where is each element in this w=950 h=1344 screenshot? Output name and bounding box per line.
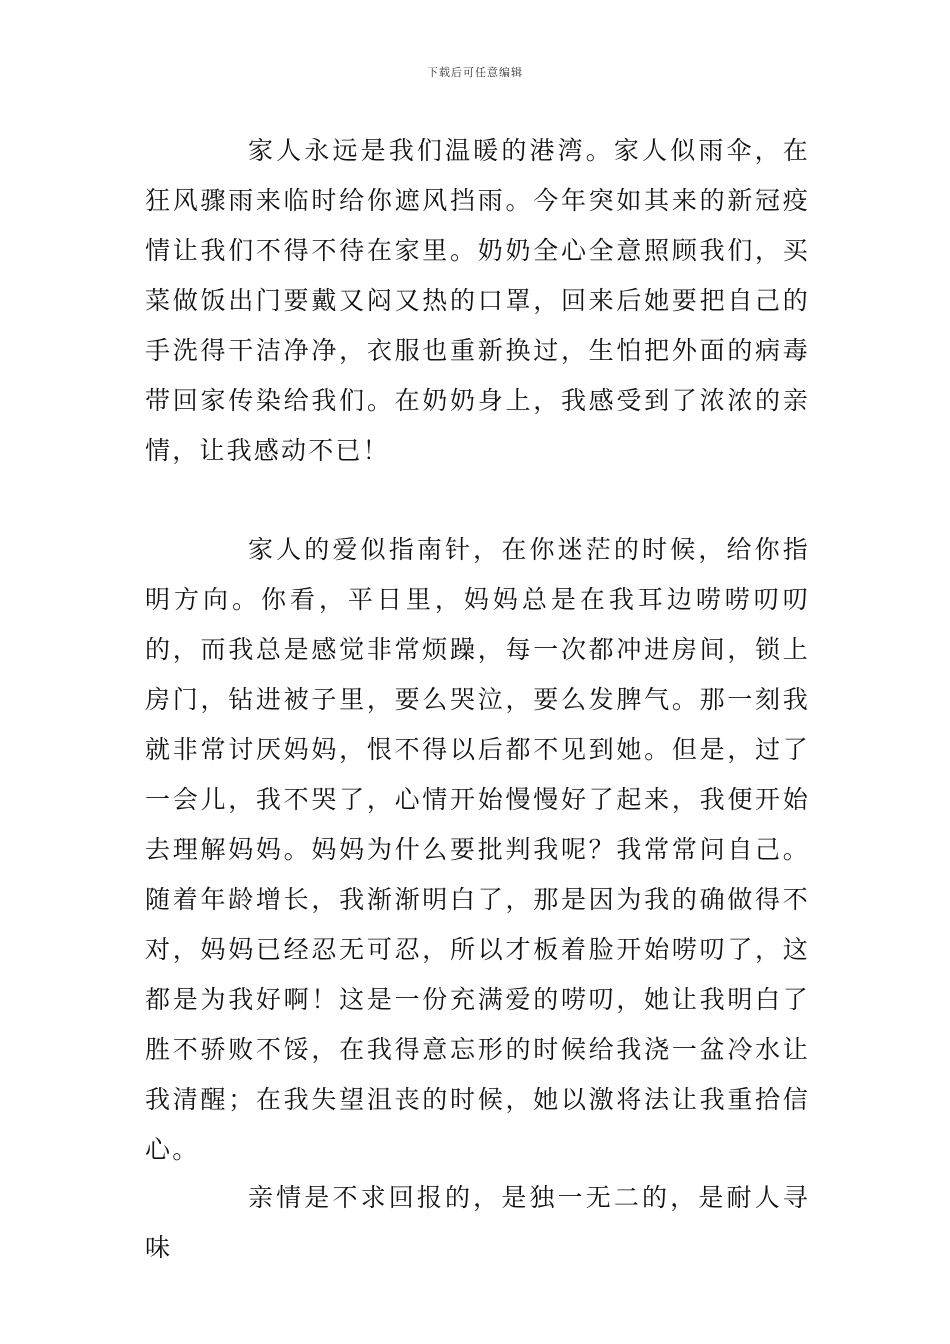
paragraph-mom: 家人的爱似指南针，在你迷茫的时候，给你指明方向。你看，平日里，妈妈总是在我耳边唠唠叨叨的，而我总是感觉非常烦躁，每一次都冲进房间，锁上房门，钻进被子里，要么哭泣，要么发脾气。那一刻我就非常讨厌妈妈，恨不得以后都不见到她。但是，过了一会儿，我不哭了，心情开始慢慢好了起来，我便开始去理解妈妈。妈妈为什么要批判我呢？我常常问自己。随着年龄增长，我渐渐明白了，那是因为我的确做得不对，妈妈已经忍无可忍，所以才板着脸开始唠叨了，这都是为我好啊！这是一份充满爱的唠叨，她让我明白了胜不骄败不馁，在我得意忘形的时候给我浇一盆冷水让我清醒；在我失望沮丧的时候，她以激将法让我重拾信心。: [145, 535, 810, 1164]
page-header: 下载后可任意编辑: [427, 66, 523, 79]
paragraph-grandma: 家人永远是我们温暖的港湾。家人似雨伞，在狂风骤雨来临时给你遮风挡雨。今年突如其来的新冠疫情让我们不得不待在家里。奶奶全心全意照顾我们，买菜做饭出门要戴又闷又热的口罩，回来后她要把自己的手洗得干洁净净，衣服也重新换过，生怕把外面的病毒带回家传染给我们。在奶奶身上，我感受到了浓浓的亲情，让我感动不已！: [145, 136, 810, 465]
paragraph-family-love: 亲情是不求回报的，是独一无二的，是耐人寻味: [145, 1183, 810, 1262]
